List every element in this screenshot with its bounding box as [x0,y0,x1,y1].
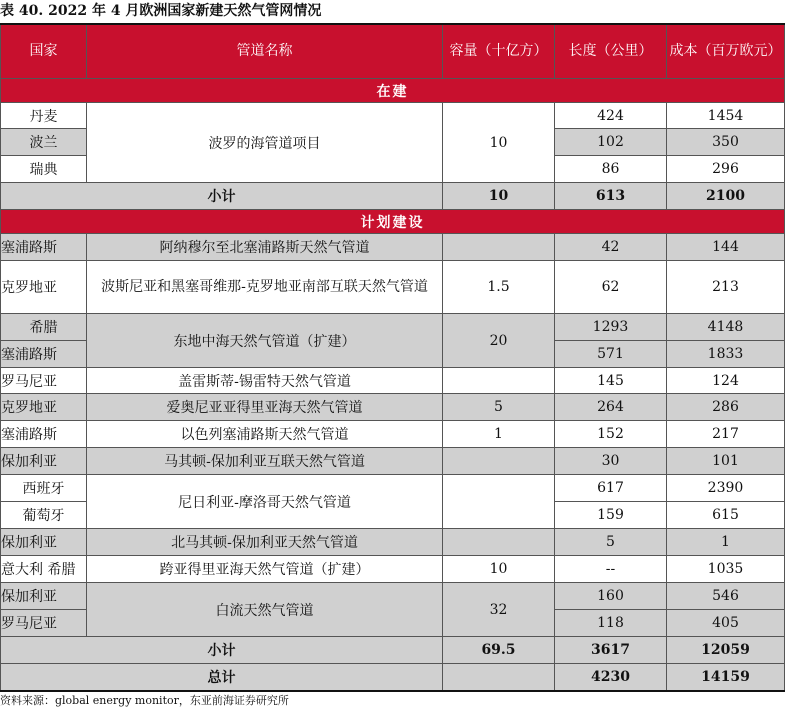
length-cell: -- [555,556,667,583]
pipeline-cell: 阿纳穆尔至北塞浦路斯天然气管道 [87,234,443,261]
length-cell: 424 [555,103,667,129]
capacity-cell: 5 [443,394,555,421]
cost-cell: 1454 [667,103,785,129]
subtotal-length: 3617 [555,637,667,664]
pipeline-cell: 波斯尼亚和黑塞哥维那-克罗地亚南部互联天然气管道 [87,261,443,314]
country-cell: 克罗地亚 [1,261,87,314]
length-cell: 62 [555,261,667,314]
length-cell: 160 [555,583,667,610]
capacity-cell: 1.5 [443,261,555,314]
header-cost: 成本（百万欧元） [667,24,785,79]
length-cell: 571 [555,341,667,368]
pipeline-cell: 马其顿-保加利亚互联天然气管道 [87,448,443,475]
capacity-cell: 10 [443,556,555,583]
source-note: 资料来源：global energy monitor，东亚前海证券研究所 [0,694,289,707]
total-capacity [443,664,555,692]
country-cell: 丹麦 [1,103,87,129]
pipeline-cell: 尼日利亚-摩洛哥天然气管道 [87,475,443,529]
capacity-cell: 10 [443,103,555,183]
section-label: 计划建设 [1,210,785,234]
cost-cell: 350 [667,129,785,156]
capacity-cell [443,234,555,261]
table-row [1,234,785,261]
header-pipeline: 管道名称 [87,24,443,79]
subtotal-row [1,637,785,664]
cost-cell: 101 [667,448,785,475]
country-cell: 意大利 希腊 [1,556,87,583]
table-row [1,448,785,475]
country-cell: 西班牙 [1,475,87,502]
length-cell: 145 [555,368,667,394]
capacity-cell: 20 [443,314,555,368]
table-header [1,24,785,79]
pipeline-cell: 跨亚得里亚海天然气管道（扩建） [87,556,443,583]
header-country: 国家 [1,24,87,79]
subtotal-cost: 2100 [667,183,785,210]
length-cell: 617 [555,475,667,502]
length-cell: 118 [555,610,667,637]
country-cell: 塞浦路斯 [1,421,87,448]
country-cell: 罗马尼亚 [1,368,87,394]
pipeline-cell: 北马其顿-保加利亚天然气管道 [87,529,443,556]
total-cost: 14159 [667,664,785,692]
cost-cell: 405 [667,610,785,637]
length-cell: 159 [555,502,667,529]
country-cell: 保加利亚 [1,529,87,556]
capacity-cell: 1 [443,421,555,448]
pipeline-table [0,23,785,692]
table-row [1,103,785,129]
total-row [1,664,785,692]
cost-cell: 2390 [667,475,785,502]
section-label: 在建 [1,79,785,103]
cost-cell: 4148 [667,314,785,341]
country-cell: 罗马尼亚 [1,610,87,637]
country-cell: 塞浦路斯 [1,341,87,368]
cost-cell: 144 [667,234,785,261]
table-row [1,394,785,421]
capacity-cell [443,448,555,475]
section-building [1,79,785,103]
capacity-cell: 32 [443,583,555,637]
cost-cell: 1 [667,529,785,556]
pipeline-cell: 盖雷斯蒂-锡雷特天然气管道 [87,368,443,394]
length-cell: 102 [555,129,667,156]
table-row [1,368,785,394]
total-length: 4230 [555,664,667,692]
country-cell: 波兰 [1,129,87,156]
country-cell: 保加利亚 [1,583,87,610]
pipeline-cell: 爱奥尼亚亚得里亚海天然气管道 [87,394,443,421]
subtotal-row [1,183,785,210]
capacity-cell [443,368,555,394]
table-row [1,261,785,314]
length-cell: 42 [555,234,667,261]
header-capacity: 容量（十亿方） [443,24,555,79]
length-cell: 264 [555,394,667,421]
subtotal-length: 613 [555,183,667,210]
cost-cell: 286 [667,394,785,421]
country-cell: 葡萄牙 [1,502,87,529]
cost-cell: 1833 [667,341,785,368]
section-planned [1,210,785,234]
length-cell: 152 [555,421,667,448]
table-row [1,583,785,610]
table-row [1,529,785,556]
cost-cell: 217 [667,421,785,448]
subtotal-capacity: 10 [443,183,555,210]
subtotal-label: 小计 [1,637,443,664]
table-row [1,314,785,341]
country-cell: 希腊 [1,314,87,341]
subtotal-label: 小计 [1,183,443,210]
capacity-cell [443,475,555,529]
cost-cell: 546 [667,583,785,610]
subtotal-capacity: 69.5 [443,637,555,664]
pipeline-cell: 白流天然气管道 [87,583,443,637]
length-cell: 1293 [555,314,667,341]
table-title: 表 40. 2022 年 4 月欧洲国家新建天然气管网情况 [0,3,322,19]
country-cell: 瑞典 [1,156,87,183]
capacity-cell [443,529,555,556]
total-label: 总计 [1,664,443,692]
country-cell: 塞浦路斯 [1,234,87,261]
pipeline-cell: 波罗的海管道项目 [87,103,443,183]
pipeline-cell: 以色列塞浦路斯天然气管道 [87,421,443,448]
cost-cell: 296 [667,156,785,183]
cost-cell: 213 [667,261,785,314]
header-length: 长度（公里） [555,24,667,79]
table-row [1,556,785,583]
subtotal-cost: 12059 [667,637,785,664]
table-row [1,421,785,448]
length-cell: 5 [555,529,667,556]
pipeline-cell: 东地中海天然气管道（扩建） [87,314,443,368]
table-row [1,475,785,502]
cost-cell: 1035 [667,556,785,583]
length-cell: 86 [555,156,667,183]
country-cell: 克罗地亚 [1,394,87,421]
length-cell: 30 [555,448,667,475]
country-cell: 保加利亚 [1,448,87,475]
cost-cell: 615 [667,502,785,529]
cost-cell: 124 [667,368,785,394]
